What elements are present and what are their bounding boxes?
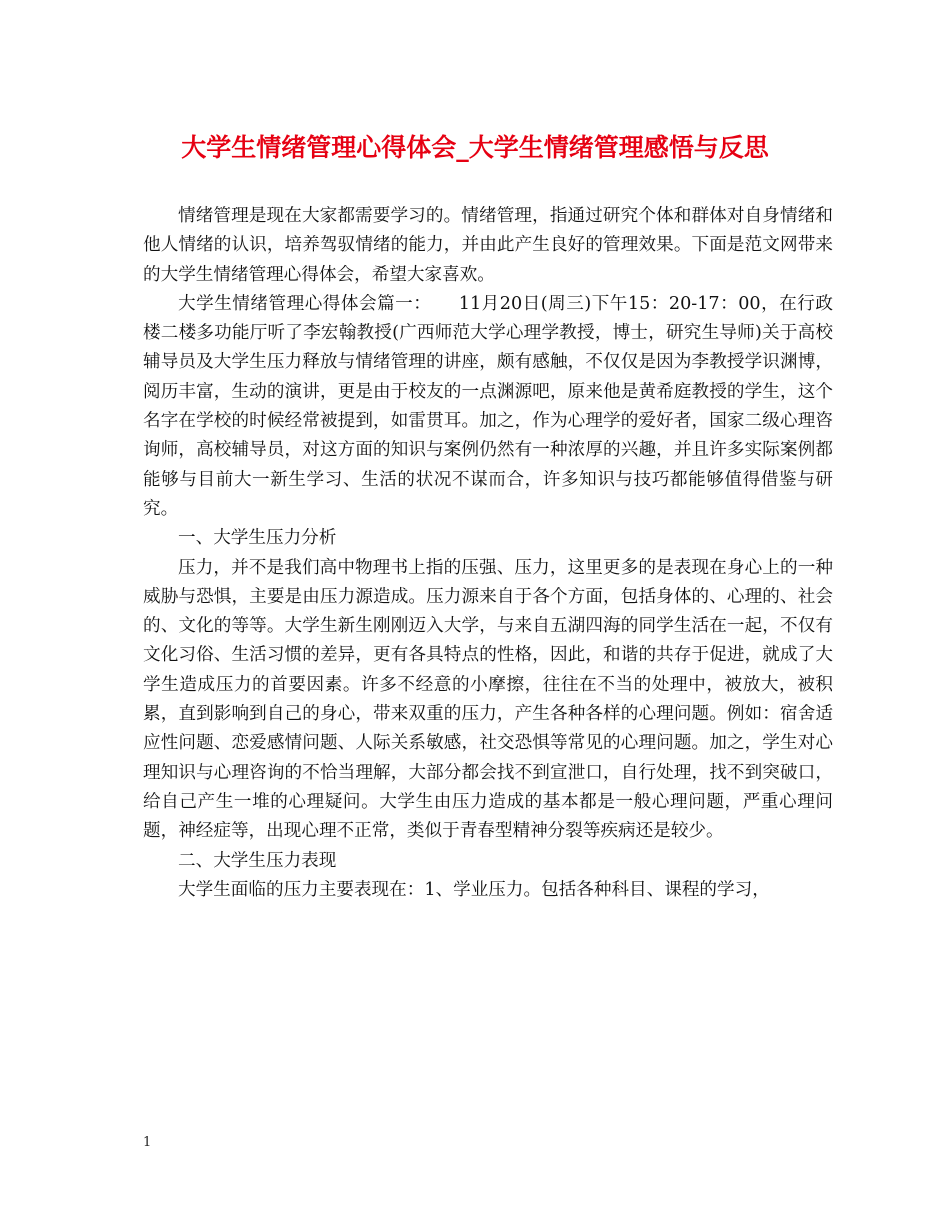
paragraph-pressure-analysis: 压力，并不是我们高中物理书上指的压强、压力，这里更多的是表现在身心上的一种威胁与恐惧，主要是由压力源造成。压力源来自于各个方面，包括身体的、心理的、社会的、文化的等等。大学生新生刚刚迈入大学，与来自五湖四海的同学生活在一起，不仅有文化习俗、生活习惯的差异，更有各具特点的性格，因此，和谐的共存于促进，就成了大学生造成压力的首要因素。许多不经意的小摩擦，往往在不当的处理中，被放大，被积累，直到影响到自己的身心，带来双重的压力，产生各种各样的心理问题。例如：宿舍适应性问题、恋爱感情问题、人际关系敏感，社交恐惧等常见的心理问题。加之，学生对心理知识与心理咨询的不恰当理解，大部分都会找不到宣泄口，自行处理，找不到突破口，给自己产生一堆的心理疑问。大学生由压力造成的基本都是一般心理问题，严重心理问题，神经症等，出现心理不正常，类似于青春型精神分裂等疾病还是较少。	[143, 557, 833, 842]
paragraph-intro: 情绪管理是现在大家都需要学习的。情绪管理，指通过研究个体和群体对自身情绪和他人情绪的认识，培养驾驭情绪的能力，并由此产生良好的管理效果。下面是范文网带来的大学生情绪管理心得体会，希望大家喜欢。	[143, 206, 833, 285]
paragraph-pressure-manifestation: 大学生面临的压力主要表现在：1、学业压力。包括各种科目、课程的学习，	[178, 879, 770, 900]
section-heading-pressure-manifestation: 二、大学生压力表现	[178, 850, 337, 871]
page-number: 1	[143, 1135, 152, 1150]
section-heading-pressure-analysis: 一、大学生压力分析	[178, 528, 337, 549]
page-title: 大学生情绪管理心得体会_大学生情绪管理感悟与反思	[181, 133, 769, 162]
paragraph-part-one: 大学生情绪管理心得体会篇一： 11月20日(周三)下午15：20-17：00，在行政楼二楼多功能厅听了李宏翰教授(广西师范大学心理学教授，博士，研究生导师)关于高校辅导员及大学生压力释放与情绪管理的讲座，颇有感触，不仅仅是因为李教授学识渊博，阅历丰富，生动的演讲，更是由于校友的一点渊源吧，原来他是黄希庭教授的学生，这个名字在学校的时候经常被提到，如雷贯耳。加之，作为心理学的爱好者，国家二级心理咨询师，高校辅导员，对这方面的知识与案例仍然有一种浓厚的兴趣，并且许多实际案例都能够与目前大一新生学习、生活的状况不谋而合，许多知识与技巧都能够值得借鉴与研究。	[143, 293, 833, 519]
document-body	[143, 202, 833, 905]
